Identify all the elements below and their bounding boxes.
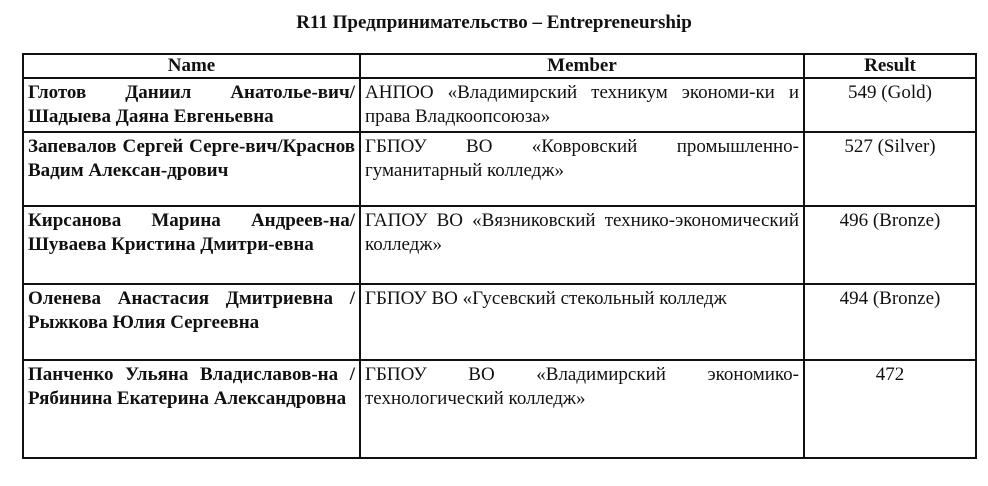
member-institution: ГБПОУ ВО «Владимирский экономико-технологический колледж» (360, 360, 804, 458)
participant-name: Кирсанова Марина Андреев-на/Шуваева Кристина Дмитри-евна (23, 206, 360, 284)
table-row (23, 132, 976, 206)
participant-name: Запевалов Сергей Серге-вич/Краснов Вадим Алексан-дрович (23, 132, 360, 206)
result-score: 496 (Bronze) (804, 206, 976, 284)
table-row (23, 78, 976, 132)
participant-name: Панченко Ульяна Владиславов-на / Рябинина Екатерина Александровна (23, 360, 360, 458)
member-institution: ГБПОУ ВО «Ковровский промышленно-гуманитарный колледж» (360, 132, 804, 206)
column-header-member: Member (360, 54, 804, 78)
column-header-name: Name (23, 54, 360, 78)
participant-name: Оленева Анастасия Дмитриевна / Рыжкова Юлия Сергеевна (23, 284, 360, 360)
result-score: 527 (Silver) (804, 132, 976, 206)
participant-name: Глотов Даниил Анатолье-вич/Шадыева Даяна Евгеньевна (23, 78, 360, 132)
result-score: 494 (Bronze) (804, 284, 976, 360)
member-institution: ГБПОУ ВО «Гусевский стекольный колледж (360, 284, 804, 360)
table-row (23, 284, 976, 360)
table-header-row (23, 54, 976, 78)
member-institution: АНПОО «Владимирский техникум экономи-ки и права Владкоопсоюза» (360, 78, 804, 132)
member-institution: ГАПОУ ВО «Вязниковский технико-экономический колледж» (360, 206, 804, 284)
results-table (22, 53, 977, 459)
column-header-result: Result (804, 54, 976, 78)
document-title: R11 Предпринимательство – Entrepreneurship (296, 12, 692, 33)
result-score: 549 (Gold) (804, 78, 976, 132)
table-row (23, 360, 976, 458)
table-row (23, 206, 976, 284)
result-score: 472 (804, 360, 976, 458)
